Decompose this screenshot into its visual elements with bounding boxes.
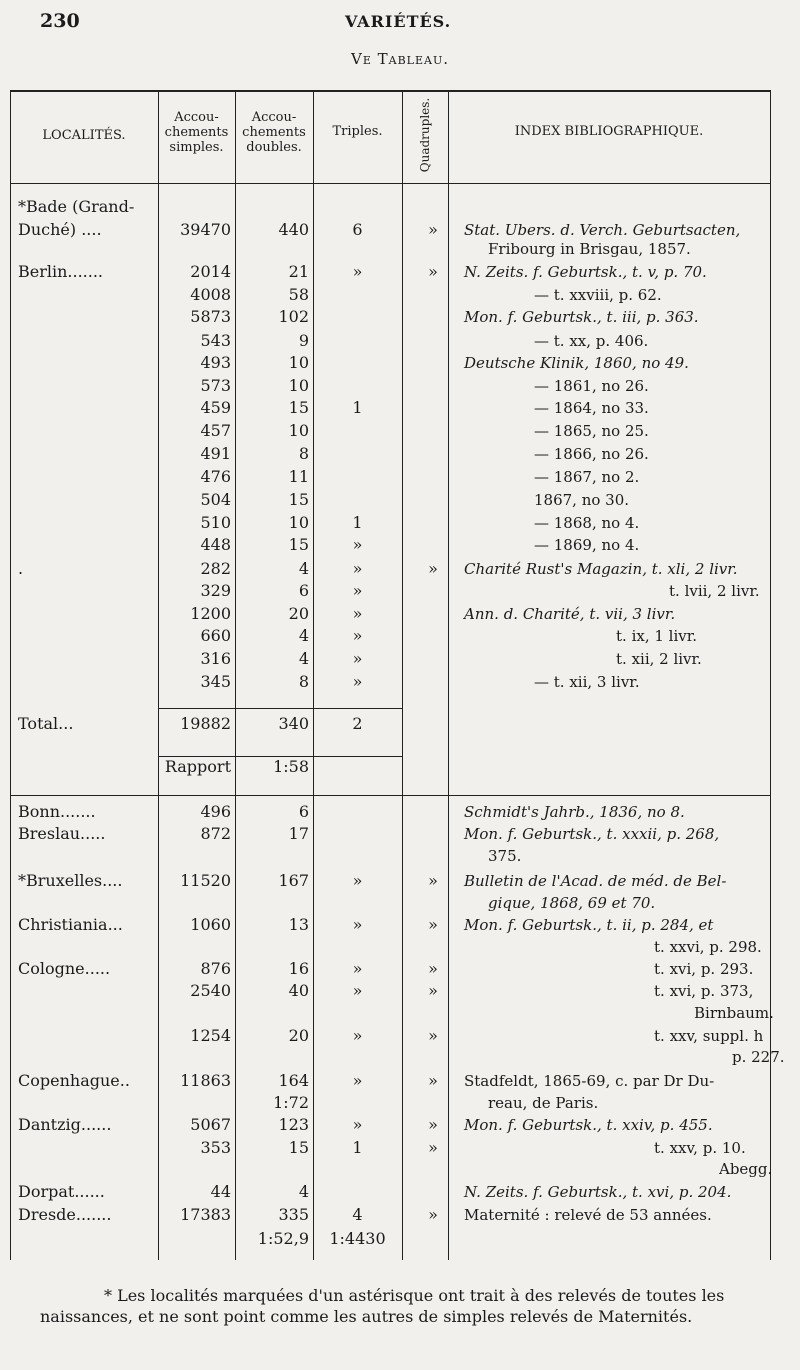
header-index: INDEX BIBLIOGRAPHIQUE. bbox=[514, 124, 704, 139]
triples-cell: » bbox=[352, 981, 363, 1000]
header-simples bbox=[158, 110, 235, 155]
index-cell: t. xvi, p. 293. bbox=[654, 960, 754, 978]
triples-cell: » bbox=[352, 559, 363, 578]
index-cell: — 1866, no 26. bbox=[534, 445, 649, 463]
index-cell: t. xxvi, p. 298. bbox=[654, 938, 762, 956]
index-cell: t. lvii, 2 livr. bbox=[669, 582, 760, 600]
doubles-cell: 4 bbox=[298, 626, 309, 645]
simples-cell: 2540 bbox=[190, 981, 231, 1000]
index-cell: Schmidt's Jahrb., 1836, no 8. bbox=[464, 803, 685, 821]
triples-cell: 1 bbox=[352, 398, 363, 417]
quadruples-cell: » bbox=[428, 959, 438, 978]
triples-cell: 1 bbox=[352, 513, 363, 532]
page-number: 230 bbox=[40, 10, 80, 32]
index-cell: p. 227. bbox=[732, 1048, 785, 1066]
simples-cell: 282 bbox=[200, 559, 231, 578]
index-cell: — 1864, no 33. bbox=[534, 399, 649, 417]
triples-cell: » bbox=[352, 1115, 363, 1134]
header-quadruples: Quadruples. bbox=[418, 97, 432, 173]
simples-cell: 4008 bbox=[190, 285, 231, 304]
index-cell: N. Zeits. f. Geburtsk., t. xvi, p. 204. bbox=[464, 1183, 732, 1201]
doubles-cell: 10 bbox=[288, 353, 309, 372]
table-right-border bbox=[770, 90, 771, 1260]
doubles-cell: 340 bbox=[278, 714, 309, 733]
quadruples-cell: » bbox=[428, 1138, 438, 1157]
triples-cell: 1 bbox=[352, 1138, 363, 1157]
index-cell: Ann. d. Charité, t. vii, 3 livr. bbox=[464, 605, 676, 623]
simples-cell: Rapport bbox=[164, 757, 231, 776]
simples-cell: 543 bbox=[200, 331, 231, 350]
doubles-cell: 1:72 bbox=[273, 1093, 309, 1112]
index-cell: 375. bbox=[488, 847, 522, 865]
simples-cell: 496 bbox=[200, 802, 231, 821]
simples-cell: 1200 bbox=[190, 604, 231, 623]
simples-cell: 457 bbox=[200, 421, 231, 440]
index-cell: — 1861, no 26. bbox=[534, 377, 649, 395]
table-top-rule bbox=[10, 90, 770, 92]
triples-cell: » bbox=[352, 1071, 363, 1090]
total-rule bbox=[158, 708, 403, 709]
doubles-cell: 13 bbox=[288, 915, 309, 934]
index-cell: Mon. f. Geburtsk., t. ii, p. 284, et bbox=[464, 916, 714, 934]
simples-cell: 2014 bbox=[190, 262, 231, 281]
triples-cell: 4 bbox=[352, 1205, 363, 1224]
simples-cell: 353 bbox=[200, 1138, 231, 1157]
doubles-cell: 164 bbox=[278, 1071, 309, 1090]
index-cell: Mon. f. Geburtsk., t. xxxii, p. 268, bbox=[464, 825, 720, 843]
doubles-cell: 10 bbox=[288, 376, 309, 395]
doubles-cell: 40 bbox=[288, 981, 309, 1000]
doubles-cell: 6 bbox=[298, 802, 309, 821]
simples-cell: 17383 bbox=[180, 1205, 231, 1224]
header-simples-line3: simples. bbox=[169, 140, 224, 155]
simples-cell: 5873 bbox=[190, 307, 231, 326]
simples-cell: 11863 bbox=[180, 1071, 231, 1090]
doubles-cell: 1:52,9 bbox=[257, 1229, 309, 1248]
quadruples-cell: » bbox=[428, 1071, 438, 1090]
triples-cell: » bbox=[352, 1026, 363, 1045]
simples-cell: 5067 bbox=[190, 1115, 231, 1134]
doubles-cell: 20 bbox=[288, 1026, 309, 1045]
quadruples-cell: » bbox=[428, 871, 438, 890]
index-cell: N. Zeits. f. Geburtsk., t. v, p. 70. bbox=[464, 263, 707, 281]
triples-cell: » bbox=[352, 915, 363, 934]
index-cell: Mon. f. Geburtsk., t. iii, p. 363. bbox=[464, 308, 699, 326]
index-cell: t. xii, 2 livr. bbox=[616, 650, 702, 668]
simples-cell: 44 bbox=[210, 1182, 231, 1201]
footnote: * Les localités marquées d'un astérisque ont trait à des relevés de toutes les naissances, et ne sont point comme les autres de simples relevés de Maternités. bbox=[40, 1286, 725, 1326]
index-cell: Deutsche Klinik, 1860, no 49. bbox=[464, 354, 689, 372]
doubles-cell: 123 bbox=[278, 1115, 309, 1134]
localite-cell: Dorpat...... bbox=[18, 1182, 105, 1201]
index-cell: Fribourg in Brisgau, 1857. bbox=[488, 240, 691, 258]
doubles-cell: 58 bbox=[288, 285, 309, 304]
localite-cell: Breslau..... bbox=[18, 824, 106, 843]
quadruples-cell: » bbox=[428, 915, 438, 934]
doubles-cell: 1:58 bbox=[273, 757, 309, 776]
localite-cell: *Bruxelles.... bbox=[18, 871, 123, 890]
simples-cell: 39470 bbox=[180, 220, 231, 239]
doubles-cell: 15 bbox=[288, 1138, 309, 1157]
simples-cell: 510 bbox=[200, 513, 231, 532]
simples-cell: 1254 bbox=[190, 1026, 231, 1045]
doubles-cell: 15 bbox=[288, 398, 309, 417]
simples-cell: 660 bbox=[200, 626, 231, 645]
doubles-cell: 4 bbox=[298, 559, 309, 578]
simples-cell: 459 bbox=[200, 398, 231, 417]
index-cell: Abegg. bbox=[719, 1160, 773, 1178]
simples-cell: 876 bbox=[200, 959, 231, 978]
index-cell: 1867, no 30. bbox=[534, 491, 630, 509]
index-cell: — t. xxviii, p. 62. bbox=[534, 286, 662, 304]
simples-cell: 872 bbox=[200, 824, 231, 843]
index-cell: t. xxv, suppl. h bbox=[654, 1027, 764, 1045]
doubles-cell: 102 bbox=[278, 307, 309, 326]
simples-cell: 504 bbox=[200, 490, 231, 509]
doubles-cell: 16 bbox=[288, 959, 309, 978]
index-cell: Bulletin de l'Acad. de méd. de Bel- bbox=[464, 872, 727, 890]
quadruples-cell: » bbox=[428, 1026, 438, 1045]
localite-cell: Berlin....... bbox=[18, 262, 104, 281]
triples-cell: » bbox=[352, 871, 363, 890]
index-cell: t. xvi, p. 373, bbox=[654, 982, 754, 1000]
header-doubles-line2: chements bbox=[242, 125, 306, 140]
triples-cell: » bbox=[352, 959, 363, 978]
doubles-cell: 10 bbox=[288, 421, 309, 440]
index-cell: Maternité : relevé de 53 années. bbox=[464, 1206, 712, 1224]
triples-cell: » bbox=[352, 262, 363, 281]
index-cell: reau, de Paris. bbox=[488, 1094, 599, 1112]
localite-cell: Copenhague.. bbox=[18, 1071, 130, 1090]
triples-cell: » bbox=[352, 604, 363, 623]
simples-cell: 573 bbox=[200, 376, 231, 395]
localite-cell: Duché) .... bbox=[18, 220, 102, 239]
simples-cell: 329 bbox=[200, 581, 231, 600]
doubles-cell: 335 bbox=[278, 1205, 309, 1224]
quadruples-cell: » bbox=[428, 220, 438, 239]
simples-cell: 491 bbox=[200, 444, 231, 463]
header-doubles bbox=[235, 110, 313, 155]
simples-cell: 19882 bbox=[180, 714, 231, 733]
triples-cell: » bbox=[352, 626, 363, 645]
simples-cell: 345 bbox=[200, 672, 231, 691]
index-cell: Stat. Ubers. d. Verch. Geburtsacten, bbox=[464, 221, 741, 239]
index-cell: t. ix, 1 livr. bbox=[616, 627, 698, 645]
index-cell: Stadfeldt, 1865-69, c. par Dr Du- bbox=[464, 1072, 715, 1090]
localite-cell: Total... bbox=[18, 714, 74, 733]
doubles-cell: 17 bbox=[288, 824, 309, 843]
simples-cell: 476 bbox=[200, 467, 231, 486]
rapport-rule bbox=[10, 795, 770, 796]
quadruples-cell: » bbox=[428, 1115, 438, 1134]
simples-cell: 493 bbox=[200, 353, 231, 372]
table-title: Ve Tableau. bbox=[351, 50, 449, 68]
localite-cell: Bonn....... bbox=[18, 802, 96, 821]
localite-cell: . bbox=[18, 559, 24, 578]
doubles-cell: 4 bbox=[298, 649, 309, 668]
doubles-cell: 15 bbox=[288, 490, 309, 509]
simples-cell: 316 bbox=[200, 649, 231, 668]
doubles-cell: 15 bbox=[288, 535, 309, 554]
quadruples-cell: » bbox=[428, 1205, 438, 1224]
quadruples-cell: » bbox=[428, 981, 438, 1000]
localite-cell: Cologne..... bbox=[18, 959, 111, 978]
header-simples-line1: Accou- bbox=[174, 110, 219, 125]
running-head: VARIÉTÉS. bbox=[345, 12, 452, 31]
triples-cell: » bbox=[352, 581, 363, 600]
doubles-cell: 440 bbox=[278, 220, 309, 239]
index-cell: gique, 1868, 69 et 70. bbox=[488, 894, 656, 912]
doubles-cell: 4 bbox=[298, 1182, 309, 1201]
doubles-cell: 10 bbox=[288, 513, 309, 532]
index-cell: — 1865, no 25. bbox=[534, 422, 649, 440]
index-cell: — 1867, no 2. bbox=[534, 468, 640, 486]
header-triples: Triples. bbox=[332, 124, 383, 139]
index-cell: Birnbaum. bbox=[694, 1004, 774, 1022]
index-cell: — 1868, no 4. bbox=[534, 514, 640, 532]
localite-cell: Dantzig...... bbox=[18, 1115, 112, 1134]
index-cell: t. xxv, p. 10. bbox=[654, 1139, 746, 1157]
quadruples-cell: » bbox=[428, 559, 438, 578]
simples-cell: 11520 bbox=[180, 871, 231, 890]
doubles-cell: 9 bbox=[298, 331, 309, 350]
doubles-cell: 8 bbox=[298, 444, 309, 463]
index-cell: — 1869, no 4. bbox=[534, 536, 640, 554]
doubles-cell: 167 bbox=[278, 871, 309, 890]
index-cell: Mon. f. Geburtsk., t. xxiv, p. 455. bbox=[464, 1116, 713, 1134]
localite-cell: Christiania... bbox=[18, 915, 123, 934]
doubles-cell: 8 bbox=[298, 672, 309, 691]
triples-cell: » bbox=[352, 535, 363, 554]
doubles-cell: 21 bbox=[288, 262, 309, 281]
index-cell: Charité Rust's Magazin, t. xli, 2 livr. bbox=[464, 560, 738, 578]
header-doubles-line1: Accou- bbox=[251, 110, 297, 125]
doubles-cell: 11 bbox=[288, 467, 309, 486]
quadruples-cell: » bbox=[428, 262, 438, 281]
index-cell: — t. xx, p. 406. bbox=[534, 332, 649, 350]
doubles-cell: 6 bbox=[298, 581, 309, 600]
triples-cell: » bbox=[352, 649, 363, 668]
index-cell: — t. xii, 3 livr. bbox=[534, 673, 640, 691]
doubles-cell: 20 bbox=[288, 604, 309, 623]
localite-cell: Dresde....... bbox=[18, 1205, 112, 1224]
table-left-border bbox=[10, 90, 11, 1260]
localite-cell: *Bade (Grand- bbox=[18, 197, 135, 216]
triples-cell: 1:4430 bbox=[329, 1229, 386, 1248]
simples-cell: 1060 bbox=[190, 915, 231, 934]
triples-cell: » bbox=[352, 672, 363, 691]
header-rule bbox=[10, 183, 770, 184]
header-simples-line2: chements bbox=[164, 125, 229, 140]
triples-cell: 2 bbox=[352, 714, 363, 733]
simples-cell: 448 bbox=[200, 535, 231, 554]
header-doubles-line3: doubles. bbox=[246, 140, 302, 155]
triples-cell: 6 bbox=[352, 220, 363, 239]
header-localites: LOCALITÉS. bbox=[42, 128, 126, 143]
